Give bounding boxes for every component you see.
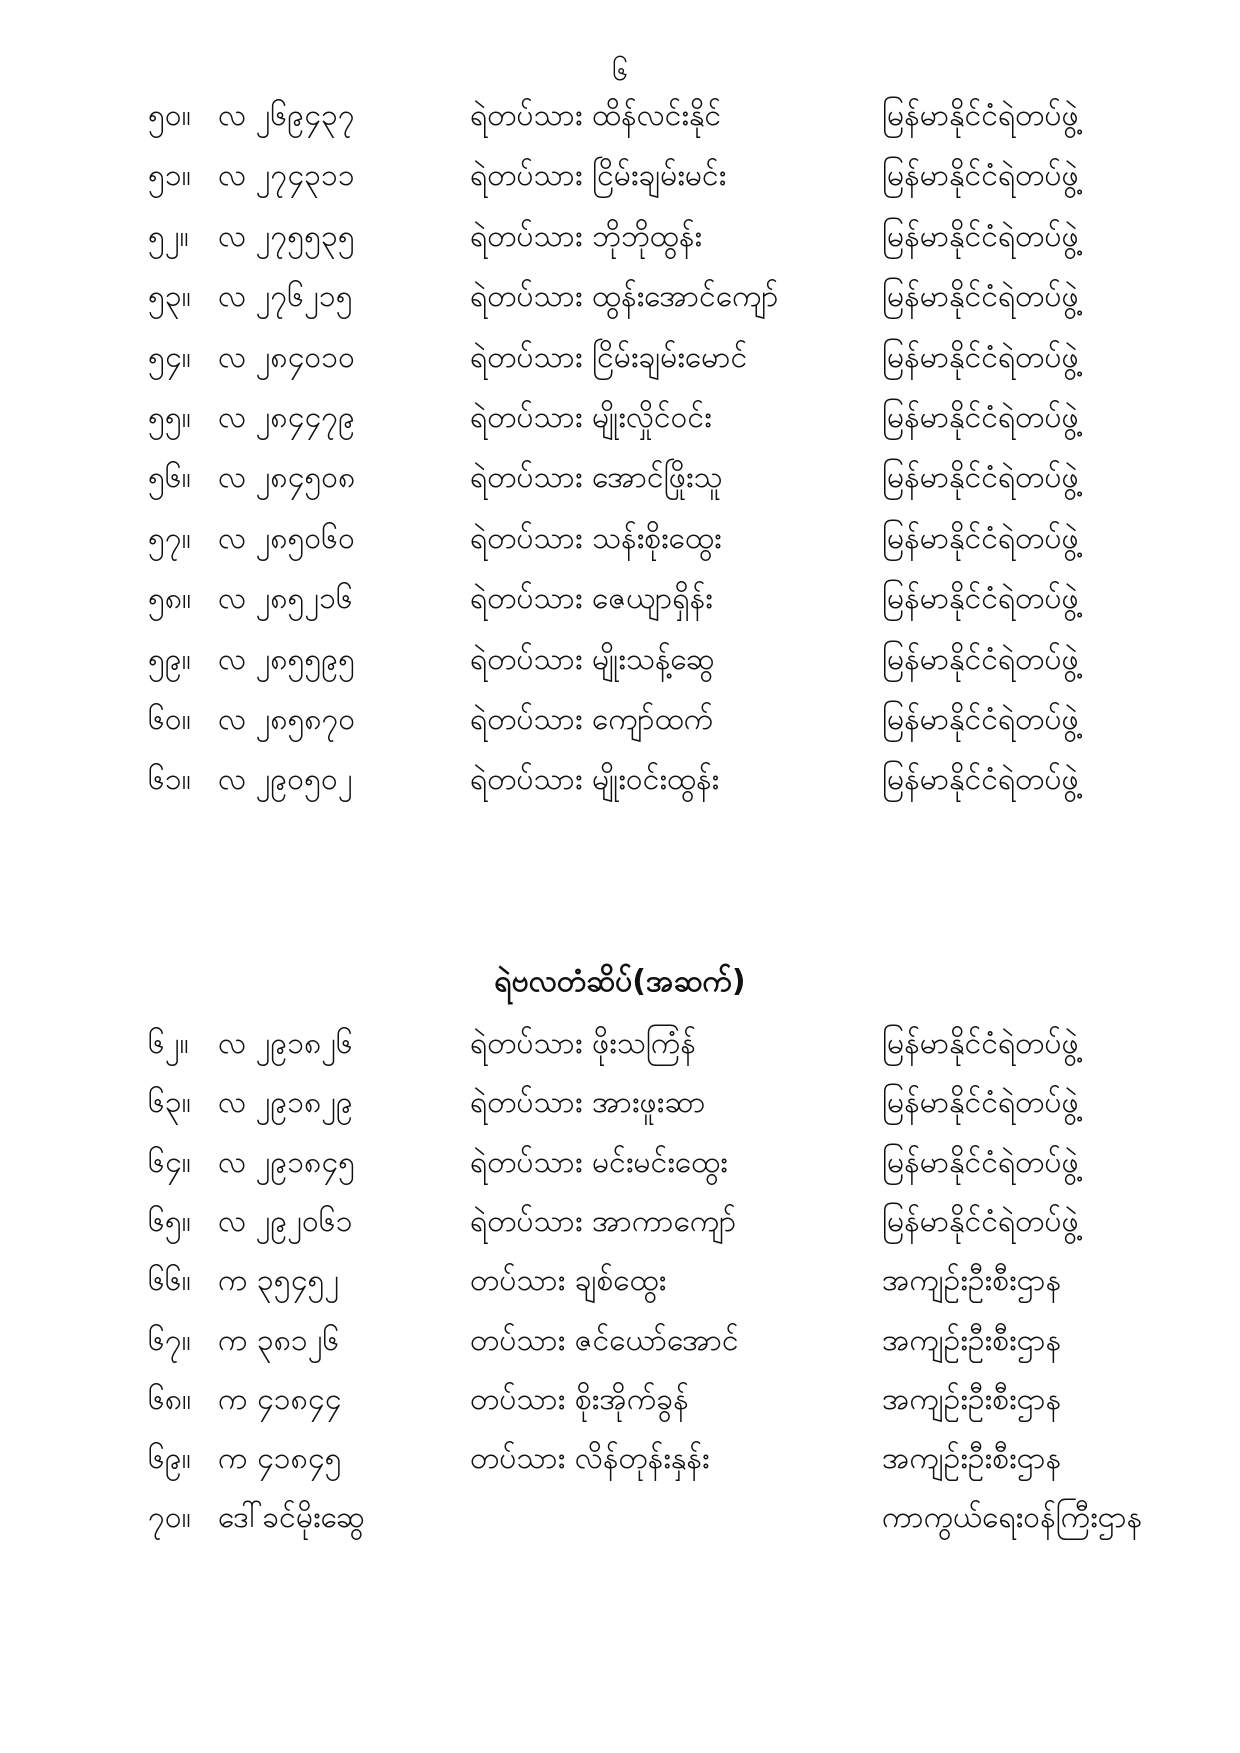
service-id: လ ၂၇၅၅၃၅ [218,218,355,254]
person-name: ရဲတပ်သား ထွန်းအောင်ကျော် [470,279,779,315]
service-id: လ ၂၉၀၅၀၂ [218,762,353,798]
department: အကျဉ်းဦးစီးဌာန [882,1441,1062,1477]
list-row [0,1378,1240,1422]
department: မြန်မာနိုင်ငံရဲတပ်ဖွဲ့ [882,1203,1079,1239]
row-number: ၅၀။ [148,98,191,133]
row-number: ၅၈။ [148,581,192,617]
service-id: လ ၂၉၁၈၂၆ [218,1026,353,1061]
row-number: ၆၅။ [148,1203,191,1239]
list-row [0,275,1240,319]
department: မြန်မာနိုင်ငံရဲတပ်ဖွဲ့ [882,762,1079,798]
department: မြန်မာနိုင်ငံရဲတပ်ဖွဲ့ [882,581,1079,617]
department: မြန်မာနိုင်ငံရဲတပ်ဖွဲ့ [882,158,1079,194]
person-name: ရဲတပ်သား ထိန်လင်းနိုင် [470,98,722,133]
service-id: ဒေါ်ခင်မိုးဆွေ [218,1500,365,1536]
department: မြန်မာနိုင်ငံရဲတပ်ဖွဲ့ [882,1085,1079,1121]
person-name: ရဲတပ်သား မျိုးသန့်ဆွေ [470,641,715,677]
service-id: လ ၂၉၂၀၆၁ [218,1203,353,1239]
person-name: ရဲတပ်သား ဘိုဘိုထွန်း [470,218,702,254]
list-row [0,638,1240,682]
page-number: ၆ [612,54,628,87]
section-heading: ရဲဗလတံဆိပ်(အဆက်) [494,964,746,999]
list-row [0,1319,1240,1363]
person-name: ရဲတပ်သား ကျော်ထက် [470,702,714,737]
service-id: လ ၂၇၆၂၁၅ [218,279,353,315]
department: မြန်မာနိုင်ငံရဲတပ်ဖွဲ့ [882,1144,1079,1180]
department: မြန်မာနိုင်ငံရဲတပ်ဖွဲ့ [882,520,1079,556]
service-id: လ ၂၈၅၅၉၅ [218,641,356,677]
list-row [0,456,1240,500]
service-id: လ ၂၉၁၈၂၉ [218,1085,353,1121]
list-row [0,758,1240,802]
row-number: ၅၃။ [148,279,191,315]
service-id: က ၄၁၈၄၄ [218,1381,342,1417]
person-name: ရဲတပ်သား အာကာကျော် [470,1203,737,1239]
person-name: တပ်သား ဇင်ယော်အောင် [470,1322,739,1358]
department: အကျဉ်းဦးစီးဌာန [882,1381,1062,1417]
list-row [0,94,1240,138]
list-row [0,336,1240,380]
service-id: လ ၂၈၄၄၇၉ [218,400,356,435]
department: ကာကွယ်ရေးဝန်ကြီးဌာန [882,1500,1143,1536]
department: မြန်မာနိုင်ငံရဲတပ်ဖွဲ့ [882,641,1079,677]
row-number: ၇၀။ [148,1500,191,1536]
person-name: ရဲတပ်သား သန်းစိုးထွေး [470,520,722,556]
department: မြန်မာနိုင်ငံရဲတပ်ဖွဲ့ [882,218,1079,254]
department: မြန်မာနိုင်ငံရဲတပ်ဖွဲ့ [882,279,1079,315]
list-row [0,215,1240,259]
row-number: ၅၁။ [148,158,191,194]
person-name: ရဲတပ်သား ငြိမ်းချမ်းမင်း [470,158,727,194]
service-id: လ ၂၉၁၈၄၅ [218,1144,356,1180]
service-id: က ၃၅၄၅၂ [218,1263,340,1299]
person-name: ရဲတပ်သား ဖိုးသကြံန် [470,1026,696,1061]
list-row [0,577,1240,621]
row-number: ၅၂။ [148,218,189,254]
list-row [0,1081,1240,1125]
row-number: ၆၁။ [148,762,191,798]
person-name: တပ်သား လိန်တုန်းနှန်း [470,1441,710,1477]
list-row [0,1141,1240,1185]
department: မြန်မာနိုင်ငံရဲတပ်ဖွဲ့ [882,1026,1079,1061]
row-number: ၆၇။ [148,1322,191,1358]
list-row [0,1022,1240,1066]
row-number: ၆၄။ [148,1144,191,1180]
list-row [0,396,1240,440]
person-name: ရဲတပ်သား ငြိမ်းချမ်းမောင် [470,339,748,375]
person-name: ရဲတပ်သား မျိုးဝင်းထွန်း [470,762,720,798]
list-row [0,698,1240,742]
list-row [0,1200,1240,1244]
service-id: လ ၂၆၉၄၃၇ [218,98,355,133]
department: အကျဉ်းဦးစီးဌာန [882,1322,1062,1358]
department: မြန်မာနိုင်ငံရဲတပ်ဖွဲ့ [882,98,1079,133]
service-id: လ ၂၈၅၀၆၀ [218,520,356,556]
service-id: က ၃၈၁၂၆ [218,1322,340,1358]
service-id: က ၄၁၈၄၅ [218,1441,342,1477]
list-row [0,154,1240,198]
list-row [0,1496,1240,1540]
person-name: တပ်သား စိုးအိုက်ခွန် [470,1381,689,1417]
row-number: ၆၆။ [148,1263,191,1299]
row-number: ၆၀။ [148,702,191,737]
department: မြန်မာနိုင်ငံရဲတပ်ဖွဲ့ [882,702,1079,737]
list-row [0,1259,1240,1303]
service-id: လ ၂၈၅၈၇၀ [218,702,356,737]
person-name: ရဲတပ်သား မျိုးလှိုင်ဝင်း [470,400,712,435]
row-number: ၅၆။ [148,460,191,496]
person-name: ရဲတပ်သား မင်းမင်းထွေး [470,1144,728,1180]
department: အကျဉ်းဦးစီးဌာန [882,1263,1062,1299]
department: မြန်မာနိုင်ငံရဲတပ်ဖွဲ့ [882,400,1079,435]
person-name: တပ်သား ချစ်ထွေး [470,1263,667,1299]
row-number: ၅၇။ [148,520,191,556]
service-id: လ ၂၇၄၃၁၁ [218,158,355,194]
row-number: ၆၈။ [148,1381,192,1417]
service-id: လ ၂၈၄၀၁၀ [218,339,356,375]
row-number: ၆၉။ [148,1441,191,1477]
department: မြန်မာနိုင်ငံရဲတပ်ဖွဲ့ [882,460,1079,496]
service-id: လ ၂၈၄၅၀၈ [218,460,356,496]
row-number: ၆၂။ [148,1026,189,1061]
person-name: ရဲတပ်သား အားဖူးဆာ [470,1085,706,1121]
person-name: ရဲတပ်သား ဇေယျာရှိန်း [470,581,713,617]
row-number: ၆၃။ [148,1085,191,1121]
list-row [0,1437,1240,1481]
service-id: လ ၂၈၅၂၁၆ [218,581,353,617]
list-row [0,517,1240,561]
row-number: ၅၉။ [148,641,191,677]
row-number: ၅၅။ [148,400,191,435]
person-name: ရဲတပ်သား အောင်ဖြိုးသူ [470,460,723,496]
department: မြန်မာနိုင်ငံရဲတပ်ဖွဲ့ [882,339,1079,375]
row-number: ၅၄။ [148,339,191,375]
